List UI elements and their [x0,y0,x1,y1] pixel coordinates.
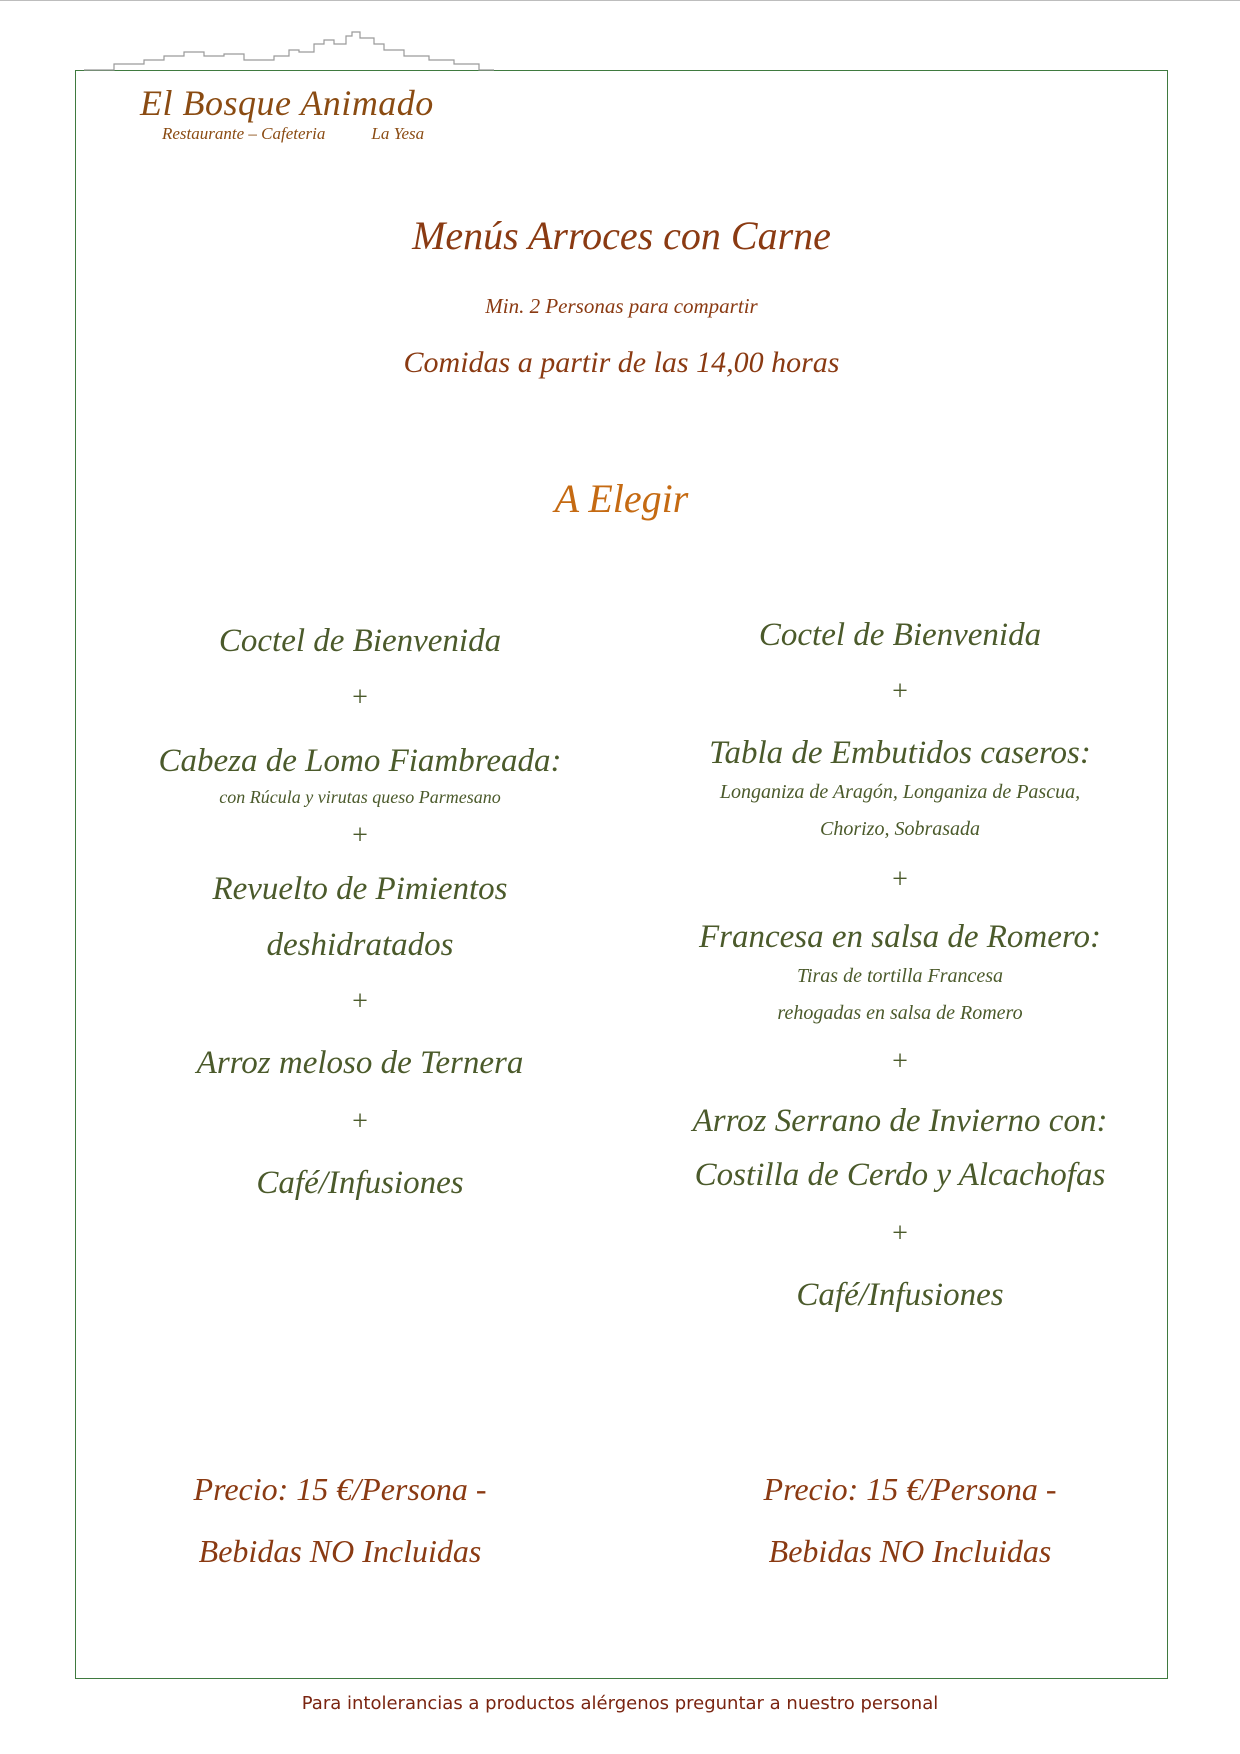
left-price-line2: Bebidas NO Incluidas [198,1533,482,1569]
brand-subtitle: Restaurante – Cafeteria [162,124,326,143]
right-price [650,1458,1170,1582]
right-plus-3: + [892,1046,908,1077]
left-item-welcome-cocktail: Coctel de Bienvenida [218,623,502,659]
schedule-note: Comidas a partir de las 14,00 horas [403,346,840,379]
top-rule [0,0,1240,1]
left-item-coffee: Café/Infusiones [256,1165,464,1201]
right-item-embutidos-desc-2: Chorizo, Sobrasada [819,818,981,840]
right-item-welcome-cocktail: Coctel de Bienvenida [758,617,1042,653]
left-price [80,1458,600,1582]
village-skyline-icon [84,30,494,76]
left-plus-1: + [352,682,368,713]
left-item-lomo: Cabeza de Lomo Fiambreada: [158,743,562,779]
right-plus-1: + [892,676,908,707]
right-item-embutidos-desc-1: Longaniza de Aragón, Longaniza de Pascua, [719,781,1081,803]
right-plus-2: + [892,864,908,895]
right-item-francesa-desc-2: rehogadas en salsa de Romero [777,1002,1023,1024]
left-price-line1: Precio: 15 €/Persona - [193,1471,487,1507]
left-item-arroz-ternera: Arroz meloso de Ternera [196,1045,524,1081]
allergen-note: Para intolerancias a productos alérgenos preguntar a nuestro personal [301,1693,939,1714]
brand-subtitle-row [162,124,470,144]
right-item-arroz-serrano-line2: Costilla de Cerdo y Alcachofas [694,1157,1106,1193]
right-item-francesa-desc-1: Tiras de tortilla Francesa [796,965,1004,987]
right-item-francesa: Francesa en salsa de Romero: [698,919,1102,955]
left-item-revuelto-line1: Revuelto de Pimientos [212,871,508,907]
min-people-note: Min. 2 Personas para compartir [485,294,758,318]
left-item-lomo-desc: con Rúcula y virutas queso Parmesano [219,787,501,807]
right-item-coffee: Café/Infusiones [796,1277,1004,1313]
right-price-line1: Precio: 15 €/Persona - [763,1471,1057,1507]
left-plus-3: + [352,986,368,1017]
choose-heading: A Elegir [554,476,689,521]
right-price-line2: Bebidas NO Incluidas [768,1533,1052,1569]
left-plus-2: + [352,820,368,851]
brand-location: La Yesa [371,124,425,143]
menu-title: Menús Arroces con Carne [412,213,831,258]
brand-name: El Bosque Animado [140,83,434,123]
right-plus-4: + [892,1218,908,1249]
left-item-revuelto-line2: deshidratados [266,927,454,963]
brand-logo [140,82,470,144]
left-plus-4: + [352,1106,368,1137]
right-item-arroz-serrano-line1: Arroz Serrano de Invierno con: [692,1103,1108,1139]
menu-right [640,615,1160,1315]
right-item-embutidos: Tabla de Embutidos caseros: [709,735,1091,771]
menu-left [100,621,620,1203]
